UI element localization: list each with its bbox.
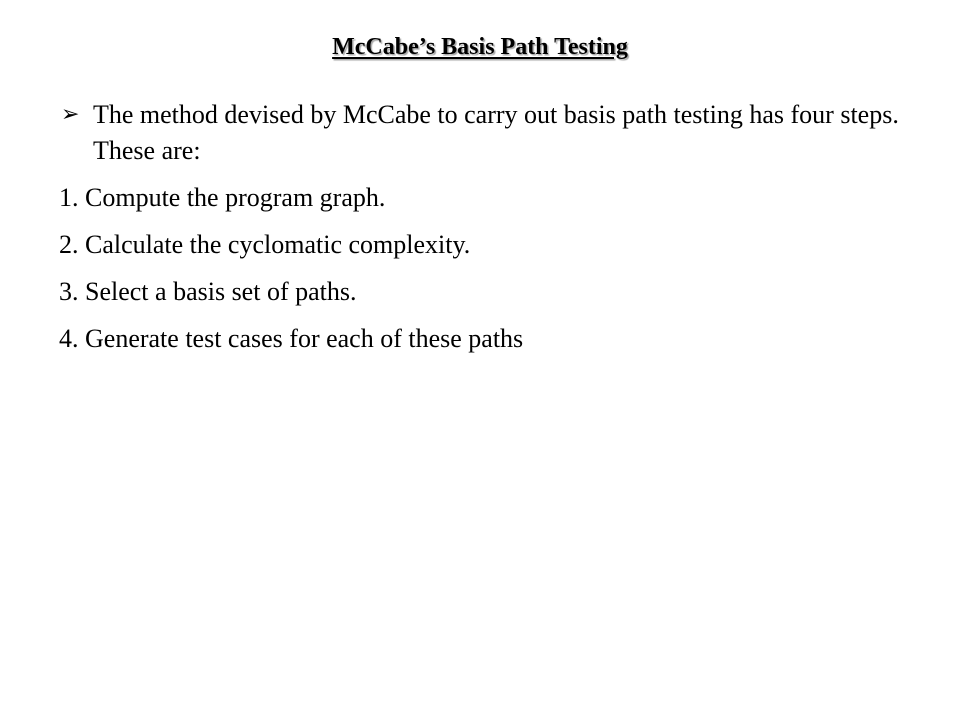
step-item: 3. Select a basis set of paths. xyxy=(59,277,357,306)
intro-bullet-text: The method devised by McCabe to carry out basis path testing has four steps. These are: xyxy=(93,100,899,165)
step-item: 2. Calculate the cyclomatic complexity. xyxy=(59,230,471,259)
slide-title: McCabe’s Basis Path Testing xyxy=(332,34,628,60)
steps-list xyxy=(59,180,929,368)
intro-bullet xyxy=(61,97,921,169)
step-item: 1. Compute the program graph. xyxy=(59,183,386,212)
arrow-check-bullet-icon: ➢ xyxy=(61,102,80,127)
step-item: 4. Generate test cases for each of these paths xyxy=(59,324,524,353)
